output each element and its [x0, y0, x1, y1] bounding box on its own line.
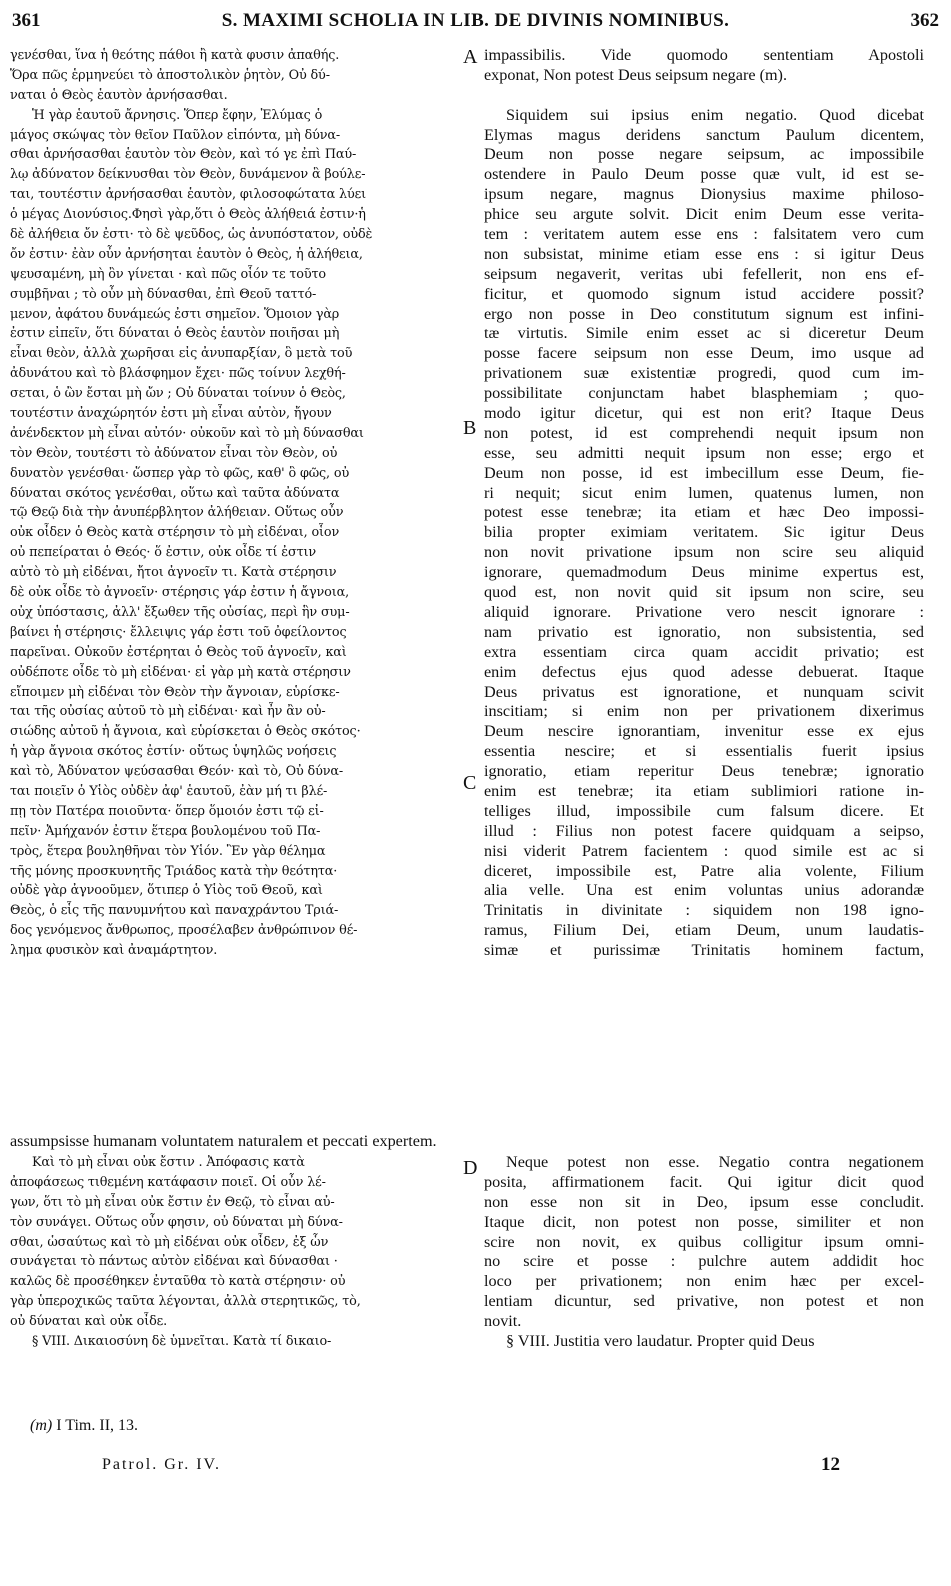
text-line: Deum non posse, id est imbecillum esse Deum, fie- [484, 463, 924, 482]
margin-letter-a: A [463, 46, 478, 68]
text-line: esse, seu admitti nequit ipsum non esse; ergo et [484, 443, 924, 462]
text-line: γων, ὅτι τὸ μὴ εἶναι οὐκ ἔστιν ἐν Θεῷ, τὸ εἶναι αὐ- [10, 1194, 335, 1210]
footnote-mark: (m) [30, 1417, 53, 1434]
text-line: οὐ δύναται καὶ οὐκ οἶδε. [10, 1314, 168, 1330]
text-line: τρὸς, ἕτερα βουληθῆναι τὸν Υἱόν. Ἓν γὰρ θέλημα [10, 843, 326, 859]
text-line: nisi viderit Patrem facientem : quod simile est ac si [484, 841, 924, 860]
text-line: γενέσθαι, ἵνα ἡ θεότης πάθοι ἢ κατὰ φυσιν ἀπαθής. [10, 48, 340, 63]
text-line: extra essentiam circa quam accidit privatio; est [484, 642, 924, 661]
text-line: simæ et purissimæ Trinitatis hominem factum, [484, 941, 924, 960]
text-line: no scire et posse : pulchre autem addidit hoc [484, 1252, 924, 1271]
text-line: σιώδης αὐτοῦ ἡ ἄγνοια, καὶ εὑρίσκεται ὁ Θεὸς σκότος· [10, 724, 361, 740]
text-line: ὁ μέγας Διονύσιος.Φησὶ γὰρ,ὅτι ὁ Θεὸς ἀλήθειά ἐστιν·ἡ [10, 207, 366, 223]
text-line: Deus privatus est ignoratione, et nunquam scivit [484, 682, 924, 701]
text-line: εἴποιμεν μὴ εἰδέναι τὸν Θεὸν τὴν ἄγνοιαν, εὑρίσκε- [10, 684, 340, 700]
text-line: αὐτὸ τὸ μὴ εἰδέναι, ἤτοι ἀγνοεῖν τι. Κατὰ στέρησιν [10, 565, 337, 581]
text-line: ναται ὁ Θεὸς ἑαυτὸν ἀρνήσασθαι. [10, 87, 228, 103]
text-line: μενον, ἀφάτου δυνάμεώς ἐστι σημεῖον. Ὅμοιον γὰρ [10, 306, 340, 322]
text-line: πεῖν· Ἀμήχανόν ἐστιν ἕτερα βουλομένου τοῦ Πα- [10, 823, 321, 839]
text-line: εἶναι θεὸν, ἀλλὰ χωρῆσαι εἰς ἀνυπαρξίαν, ὃ μετὰ τοῦ [10, 346, 353, 362]
text-line: potest esse tenebræ; ita etiam et hæc Deo impossi- [484, 503, 924, 522]
text-line: ἀνένδεκτον μὴ εἶναι αὐτόν· οὐκοῦν καὶ τὸ μὴ δύνασθαι [10, 425, 364, 441]
footnote [30, 1417, 138, 1435]
text-line: ἐστιν εἰπεῖν, ὅτι δύναται ὁ Θεὸς ἑαυτὸν ποιῆσαι μὴ [10, 326, 340, 342]
text-line: scire non novit, ex quibus colligitur ipsum omni- [484, 1232, 924, 1251]
page-number-right: 362 [910, 10, 939, 31]
text-line: ignorare, quemadmodum Deus minime expertus est, [484, 563, 924, 582]
text-line: non novit privatione ipsum non scire seu aliquid [484, 543, 924, 562]
text-line: exponat, Non potest Deus seipsum negare (m). [484, 65, 787, 84]
latin-column-top [484, 46, 924, 961]
text-line: alia velle. Una est enim voluntas unius adorandæ [484, 881, 924, 900]
text-line: phice seu argute solvit. Dicit enim Deum esse verita- [484, 205, 924, 224]
text-line: τουτέστιν ἀναχώρητόν ἐστι μὴ εἶναι αὐτὸν, ἤγουν [10, 406, 332, 422]
text-line: § VIII. Justitia vero laudatur. Propter quid Deus [506, 1332, 815, 1351]
text-line: συμβῆναι ; τὸ οὖν μὴ δύνασθαι, ἐπὶ Θεοῦ ταττό- [10, 286, 317, 302]
text-line: nam privatio est ignoratio, non subsistentia, sed [484, 622, 924, 641]
text-line: οὐδέποτε οἶδε τὸ μὴ εἰδέναι· εἰ γὰρ μὴ κατὰ στέρησιν [10, 664, 351, 680]
text-line: ergo non posse in Deo constitutum signum est infini- [484, 304, 924, 323]
text-line: δος γενόμενος ἄνθρωπος, προσέλαβεν ἀνθρώπινον θέ- [10, 923, 358, 939]
text-line: posita, affirmationem facit. Qui igitur dicit quod [484, 1172, 924, 1191]
text-line: bilia propter eximiam veritatem. Sic igitur Deus [484, 523, 924, 542]
text-line: Deum non posse negare seipsum, ac impossibile [484, 145, 924, 164]
text-line: ramus, Filium Dei, etiam Deum, unum laudatis- [484, 921, 924, 940]
margin-letter-b: B [463, 417, 477, 439]
text-line [484, 86, 924, 106]
text-line: enim defectus ejus quod adesse debuerat. Itaque [484, 662, 924, 681]
text-line: illud : Filius non potest facere quidquam a seipso, [484, 821, 924, 840]
greek-column-top [10, 46, 460, 961]
text-line: μάγος σκώψας τὸν θεῖον Παῦλον εἰπόντα, μὴ δύνα- [10, 127, 341, 143]
text-line: ficitur, et quomodo signum istud accidere possit? [484, 284, 924, 303]
text-line: Ὅρα πῶς ἑρμηνεύει τὸ ἀποστολικὸν ῥητὸν, Οὐ δύ- [10, 67, 330, 83]
text-line: καὶ τὸ, Ἀδύνατον ψεύσασθαι Θεόν· καὶ τὸ, Οὐ δύνα- [10, 764, 344, 780]
footnote-text: I Tim. II, 13. [56, 1417, 139, 1434]
text-line: Itaque dicit, non potest non posse, similiter et non [484, 1212, 924, 1231]
text-line: ἀποφάσεως τιθεμένη κατάφασιν ποιεῖ. Οἱ οὖν λέ- [10, 1174, 326, 1190]
running-header [10, 10, 941, 40]
text-line: Καὶ τὸ μὴ εἶναι οὐκ ἔστιν . Ἀπόφασις κατὰ [32, 1155, 305, 1170]
text-line: Θεὸς, ὁ εἷς τῆς πανυμνήτου καὶ παναχράντου Τριά- [10, 903, 339, 919]
text-line: οὐδὲ γὰρ ἀγνοοῦμεν, ὅτιπερ ὁ Υἱὸς τοῦ Θεοῦ, καὶ [10, 883, 323, 899]
text-line: ri nequit; sicut enim lumen, quatenus lumen, non [484, 483, 924, 502]
text-line: Siquidem sui ipsius enim negatio. Quod dicebat [506, 105, 924, 124]
text-line: ostendere in Paulo Deum posse quæ vult, id est se- [484, 165, 924, 184]
text-line: inscitiam; si enim non per privationem dixerimus [484, 702, 924, 721]
text-line: telliges illud, impossibile cum falsum dicere. Et [484, 801, 924, 820]
text-line: δὲ ἀλήθεια ὄν ἐστι· τὸ δὲ ψεῦδος, ὡς ἀνυπόστατον, οὐδὲ [10, 227, 373, 243]
text-line: non esse non sit in Deo, ipsum esse concludit. [484, 1192, 924, 1211]
text-line: possibilitate conjunctam habet blasphemiam ; quo- [484, 384, 924, 403]
footer-series: Patrol. Gr. IV. [102, 1456, 222, 1473]
text-line: οὐχ ὑπόστασις, ἀλλ' ἔξωθεν τῆς οὐσίας, περὶ ἣν συμ- [10, 604, 350, 620]
text-line: ται ποιεῖν ὁ Υἱὸς οὐδὲν ἀφ' ἑαυτοῦ, ἐὰν μή τι βλέ- [10, 783, 328, 799]
text-line: ψευσαμένη, μὴ ὂν γίνεται · καὶ πῶς οἷόν τε τοῦτο [10, 266, 326, 282]
text-line: σθαι ἀρνήσασθαι ἑαυτὸν τὸν Θεὸν, καὶ τό γε ἐπὶ Παύ- [10, 147, 357, 163]
text-line: quod est, non novit quid sit ipsum non scire, seu [484, 583, 924, 602]
text-line: tæ virtutis. Simile enim esset ac si diceretur Deum [484, 324, 924, 343]
text-line: ται, τουτέστιν ἀρνήσασθαι ἑαυτὸν, φιλοσοφώτατα λύει [10, 187, 366, 203]
text-line: diceret, impossibile est, Patre alia volente, Filium [484, 861, 924, 880]
text-line: Neque potest non esse. Negatio contra negationem [506, 1153, 924, 1171]
text-line: novit. [484, 1312, 522, 1331]
text-line: Ἡ γὰρ ἑαυτοῦ ἄρνησις. Ὅπερ ἔφην, Ἐλύμας ὁ [32, 107, 323, 123]
text-line: ipsum negare, magnus Dionysius maxime philoso- [484, 185, 924, 204]
text-line: aliquid ignorare. Privatione vero nescit ignorare : [484, 602, 924, 621]
text-line: ἀδυνάτου καὶ τὸ βλάσφημον ἔχει· πῶς τοίνυν λεχθή- [10, 366, 346, 382]
text-line: § VIII. Δικαιοσύνη δὲ ὑμνεῖται. Κατὰ τί δικαιο- [32, 1334, 332, 1350]
text-line: σεται, ὁ ὢν ἔσται μὴ ὤν ; Οὐ δύναται τοίνυν ὁ Θεὸς, [10, 386, 346, 402]
text-line: τὸν συνάγει. Οὕτως οὖν φησιν, οὐ δύναται μὴ δύνα- [10, 1214, 343, 1230]
text-line: λημα φυσικὸν καὶ ἀναμάρτητον. [10, 943, 218, 959]
text-line: non potest, id est comprehendi nequit ipsum non [484, 423, 924, 442]
text-line: Deum nescire ignorantiam, invenitur esse ex ejus [484, 722, 924, 741]
text-line: enim est tenebræ; ita etiam sublimiori ratione in- [484, 781, 924, 800]
text-line: lentiam dicuntur, sed privative, non potest et non [484, 1292, 924, 1311]
text-line: συνάγεται τὸ πάντως αὐτὸν εἰδέναι καὶ δύνασθαι · [10, 1254, 338, 1270]
text-line: Trinitatis in divinitate : siquidem non 198 igno- [484, 901, 924, 920]
text-line: modo igitur dicetur, qui est non erit? Itaque Deus [484, 404, 924, 423]
text-line: δυνατὸν γενέσθαι· ὥσπερ γὰρ τὸ φῶς, καθ' ὃ φῶς, οὐ [10, 465, 350, 481]
text-line: τῆς μόνης προσκυνητῆς Τριάδος κατὰ τὴν θεότητα· [10, 863, 338, 879]
text-line: loco per privationem; non enim hæc per excel- [484, 1272, 924, 1291]
text-line: οὐ πεπείραται ὁ Θεός· ὅ ἐστιν, οὐκ οἶδε τί ἐστιν [10, 545, 317, 561]
full-width-line: assumpsisse humanam voluntatem naturalem et peccati expertem. [10, 1132, 437, 1150]
text-line: σθαι, ὡσαύτως καὶ τὸ μὴ εἰδέναι οὐκ οἶδεν, ἐξ ὧν [10, 1234, 329, 1250]
text-line: seipsum negaverit, veritas ubi fefellerit, non ens ef- [484, 264, 924, 283]
text-line: γὰρ ὑπεροχικῶς ταῦτα λέγονται, ἀλλὰ στερητικῶς, τὸ, [10, 1294, 361, 1310]
text-line: βαίνει ἡ στέρησις· ἔλλειψις γάρ ἐστι τοῦ ὀφείλοντος [10, 624, 347, 640]
text-line: τὸν Θεὸν, τουτέστι τὸ ἀδύνατον εἶναι τὸν Θεὸν, οὐ [10, 445, 338, 461]
text-line: tem : veritatem autem esse ens : falsitatem vero cum [484, 225, 924, 244]
text-line: posse facere seipsum non esse Deum, imo usque ad [484, 344, 924, 363]
text-line: ἡ γὰρ ἄγνοια σκότος ἐστίν· οὕτως ὑψηλῶς νοήσεις [10, 744, 337, 760]
text-line: τῷ Θεῷ διὰ τὴν ἀνυπέρβλητον ἀλήθειαν. Οὕτως οὖν [10, 505, 344, 521]
text-line: παρεῖναι. Οὐκοῦν ἐστέρηται ὁ Θεὸς τοῦ ἀγνοεῖν, καὶ [10, 644, 347, 660]
text-line: Elymas magus deridens sanctum Paulum dicentem, [484, 125, 924, 144]
text-line: δὲ οὐκ οἶδε τὸ ἀγνοεῖν· στέρησις γάρ ἐστιν ἡ ἄγνοια, [10, 585, 349, 601]
text-line: οὐκ οἶδεν ὁ Θεὸς κατὰ στέρησιν τὸ μὴ εἰδέναι, οἷον [10, 525, 340, 541]
footer-signature: 12 [821, 1454, 840, 1475]
text-line: πῃ τὸν Πατέρα ποιοῦντα· ὅπερ ὅμοιόν ἐστι τῷ εἰ- [10, 803, 324, 819]
latin-column-bottom [484, 1153, 924, 1352]
text-line: impassibilis. Vide quomodo sententiam Apostoli [484, 46, 924, 64]
text-line: ὄν ἐστιν· ἐὰν οὖν ἀρνήσηται ἑαυτὸν ὁ Θεὸς, ἡ ἀλήθεια, [10, 246, 363, 262]
text-line: essentia nescire; et si essentialis fuerit ipsius [484, 742, 924, 761]
text-line: καλῶς δὲ προσέθηκεν ἐνταῦθα τὸ κατὰ στέρησιν· οὐ [10, 1274, 346, 1290]
text-line: privationem suæ existentiæ progredi, quod cum im- [484, 364, 924, 383]
text-line: ignoratio, etiam reperitur Deus tenebræ; ignoratio [484, 762, 924, 781]
text-line: ται τῆς οὐσίας αὐτοῦ τὸ μὴ εἰδέναι· καὶ ἦν ἂν οὐ- [10, 704, 326, 720]
text-line: non subsistat, minime etiam esse ens : si igitur Deus [484, 244, 924, 263]
greek-column-bottom [10, 1153, 460, 1352]
page-number-left: 361 [12, 10, 41, 31]
text-line: λῳ ἀδύνατον δείκνυσθαι τὸν Θεὸν, δυνάμενον ἃ βούλε- [10, 167, 366, 183]
margin-letter-c: C [463, 772, 477, 794]
text-line: δύναται σκότος γενέσθαι, οὕτω καὶ ταῦτα ἀδύνατα [10, 485, 340, 501]
margin-letter-d: D [463, 1157, 478, 1179]
running-title: S. MAXIMI SCHOLIA IN LIB. DE DIVINIS NOMINIBUS. [221, 10, 730, 31]
